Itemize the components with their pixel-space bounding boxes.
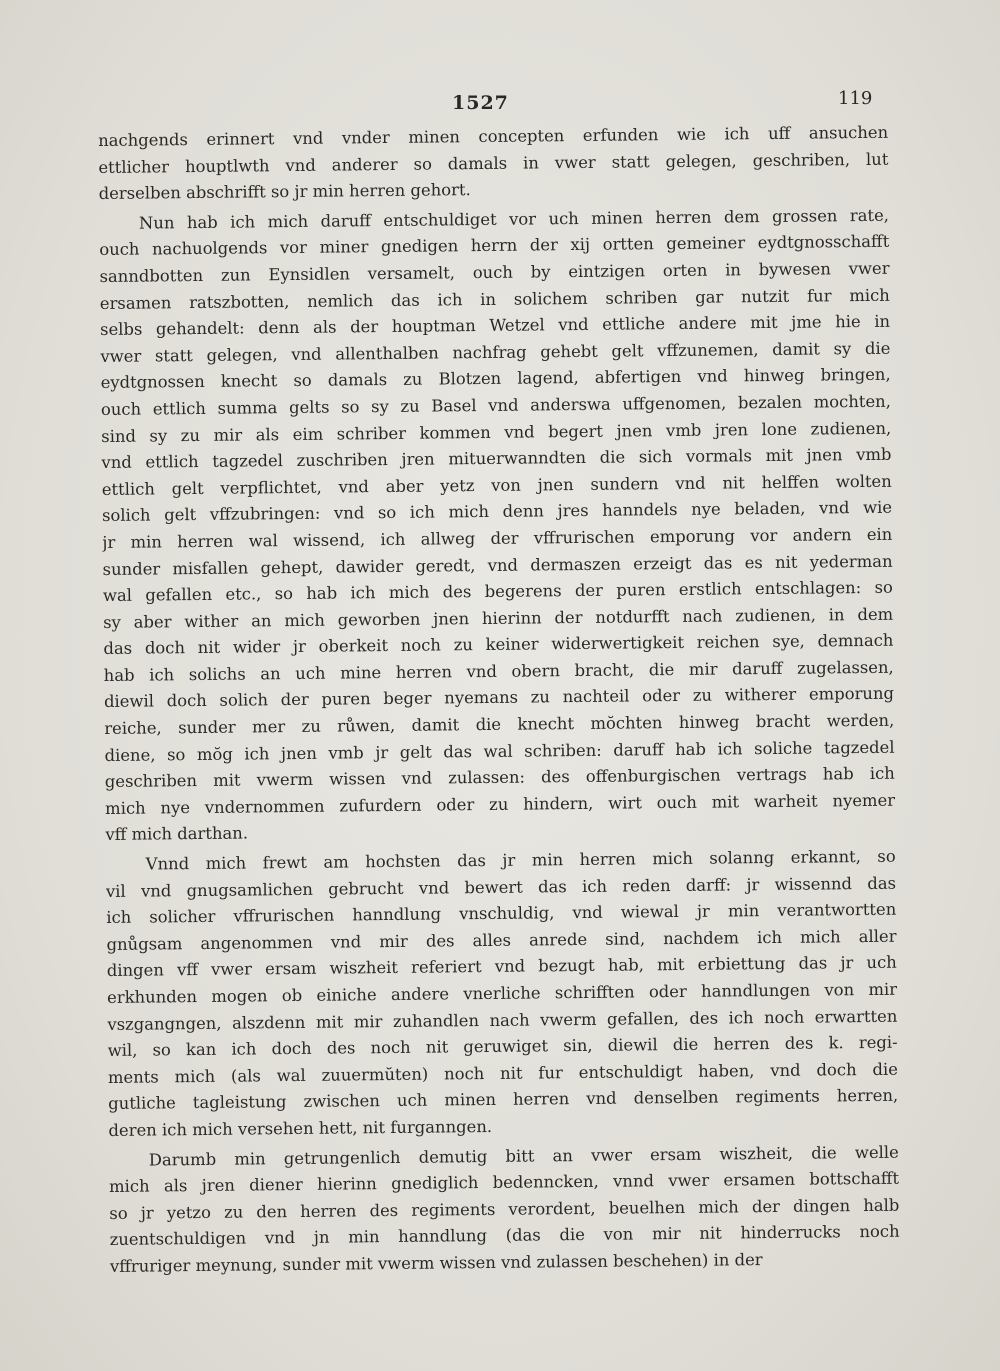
text-line: dingen vff vwer ersam wiszheit referiert vnd bezugt hab, mit erbiettung das jr uch [106,953,897,981]
paragraph [109,1139,900,1280]
text-line: ouch nachuolgends vor miner gnedigen herrn der xij ortten gemeiner eydtgnosschafft [99,232,890,260]
text-line: wil, so kan ich doch des noch nit geruwiget sin, diewil die herren des k. regi- [107,1032,898,1061]
text-line: ments mich (als wal zuuermŭten) noch nit fur entschuldigt haben, vnd doch die [107,1059,898,1087]
text-line: deren ich mich versehen hett, nit furganngen. [108,1116,493,1140]
text-line: mich als jren diener hierinn gnediglich bedenncken, vnnd vwer ersamen bottschafft [108,1168,900,1197]
text-line: ettlicher houptlwth vnd anderer so damals in vwer statt gelegen, geschriben, lut [98,149,889,177]
text-line: diene, so mŏg ich jnen vmb jr gelt das wal schriben: daruff hab ich soliche tagzedel [104,737,895,765]
text-line: vnd ettlich tagzedel zuschriben jren mituerwanndten die sich vormals mit jnen vmb [101,444,892,473]
text-line: geschriben mit vwerm wissen vnd zulassen: des offenburgischen vertrags hab ich [104,763,895,792]
paragraph [106,844,899,1145]
page-number: 119 [838,88,873,109]
text-line: jr min herren wal wissend, ich allweg der vffrurischen emporung vor andern ein [102,524,893,552]
text-line: mich nye vndernommen zufurdern oder zu hindern, wirt ouch mit warheit nyemer [105,790,896,818]
text-line: sanndbotten zun Eynsidlen versamelt, ouch by eintzigen orten in bywesen vwer [99,258,890,286]
year-heading: 1527 [452,92,509,114]
text-line: eydtgnossen knecht so damals zu Blotzen lagend, abfertigen vnd hinweg bringen, [100,365,891,393]
text-line: Nun hab ich mich daruff entschuldiget vor uch minen herren dem grossen rate, [138,205,890,233]
running-header [0,88,1000,118]
text-line: sind sy zu mir als eim schriber kommen vnd begert jnen vmb jren lone zudienen, [101,418,892,446]
text-line: diewil doch solich der puren beger nyemans zu nachteil oder zu witherer emporung [103,684,895,712]
text-line: vszgangngen, alszdenn mit mir zuhandlen nach vwerm gefallen, des ich noch erwartten [107,1006,898,1034]
text-line: sunder misfallen gehept, dawider geredt, vnd dermaszen erzeigt das es nit yederman [102,551,893,579]
text-line: das doch nit wider jr oberkeit noch zu keiner widerwertigkeit reichen sye, demnach [103,630,894,659]
text-line: solich gelt vffzubringen: vnd so ich mich denn jres hanndels nye beladen, vnd wie [101,498,893,526]
text-line: ettlich gelt verpflichtet, vnd aber yetz von jnen sundern vnd nit helffen wolten [101,471,892,499]
text-line: hab ich solichs an uch mine herren vnd obern bracht, die mir daruff zugelassen, [103,657,894,685]
text-line: ich solicher vffrurischen hanndlung vnschuldig, vnd wiewal jr min verantwortten [106,899,897,928]
text-line: vffruriger meynung, sunder mit vwerm wissen vnd zulassen beschehen) in der [109,1250,763,1276]
text-line: vff mich darthan. [105,823,249,845]
text-line: ersamen ratszbotten, nemlich das ich in solichem schriben gar nutzit fur mich [99,285,890,313]
text-line: gnůgsam angenommen vnd mir des alles anrede sind, nachdem ich mich aller [106,926,897,954]
text-line: derselben abschrifft so jr min herren gehort. [98,180,471,204]
text-line: vwer statt gelegen, vnd allenthalben nachfrag gehebt gelt vffzunemen, damit sy die [100,338,891,366]
text-line: gutliche tagleistung zwischen uch minen herren vnd denselben regiments herren, [108,1086,899,1114]
text-line: zuentschuldigen vnd jn min hanndlung (das die von mir nit hinderrucks noch [109,1222,900,1250]
paragraph [99,203,896,849]
text-line: nachgends erinnert vnd vnder minen concepten erfunden wie ich uff ansuchen [98,122,889,150]
text-line: Vnnd mich frewt am hochsten das jr min herren mich solanng erkannt, so [145,846,896,874]
text-line: reiche, sunder mer zu růwen, damit die knecht mŏchten hinweg bracht werden, [104,710,895,739]
paragraph [98,120,889,208]
body-text [98,120,900,1281]
text-line: Darumb min getrungenlich demutig bitt an vwer ersam wiszheit, die welle [148,1142,899,1170]
text-line: ouch ettlich summa gelts so sy zu Basel vnd anderswa uffgenomen, bezalen mochten, [100,391,892,419]
text-line: erkhunden mogen ob einiche andere vnerliche schrifften oder hanndlungen von mir [107,979,898,1007]
text-line: so jr yetzo zu den herren des regiments verordent, beuelhen mich der dingen halb [109,1195,900,1223]
text-line: vil vnd gnugsamlichen gebrucht vnd bewert das ich reden darff: jr wissennd das [105,873,897,901]
text-line: sy aber wither an mich geworben jnen hierinn der notdurfft nach zudienen, in dem [103,604,894,632]
text-line: wal gefallen etc., so hab ich mich des begerens der puren erstlich entschlagen: so [102,577,893,606]
text-line: selbs gehandelt: denn als der houptman Wetzel vnd ettliche andere mit jme hie in [100,311,891,340]
